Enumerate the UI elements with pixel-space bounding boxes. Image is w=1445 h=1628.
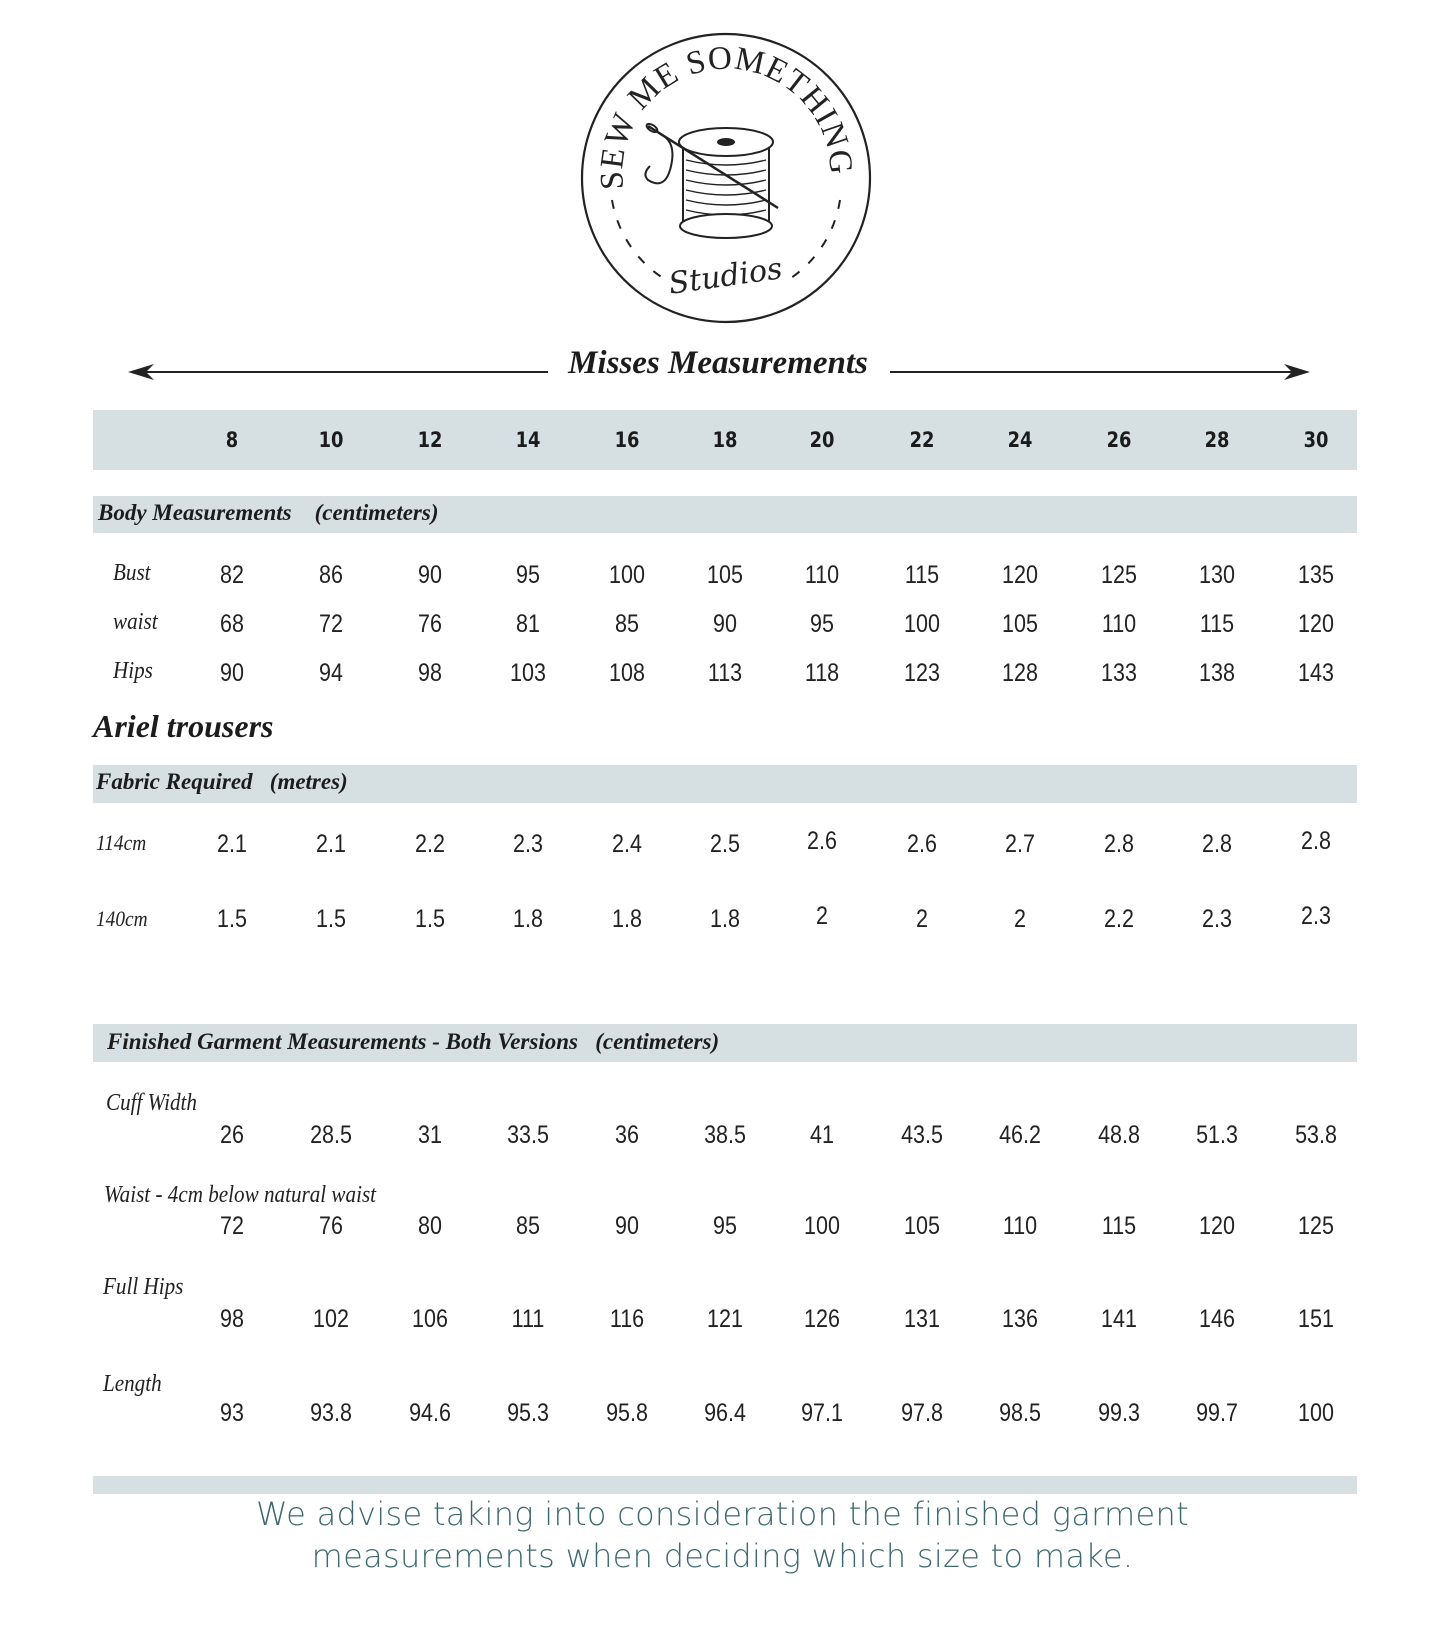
value-cell: 2.8 <box>1202 830 1232 858</box>
row-label: Full Hips <box>103 1274 184 1300</box>
value-cell: 2.2 <box>415 830 445 858</box>
size-20: 20 <box>809 428 835 452</box>
logo-top-text: SEW ME SOMETHING <box>594 40 859 191</box>
value-cell: 2 <box>1014 905 1026 933</box>
title-arrow-left <box>128 361 548 383</box>
value-cell: 100 <box>1298 1399 1334 1427</box>
value-cell: 97.8 <box>901 1399 943 1427</box>
value-cell: 2 <box>816 902 828 930</box>
size-26: 26 <box>1106 428 1132 452</box>
advice-note-line-2: measurements when deciding which size to make. <box>311 1537 1134 1575</box>
value-cell: 98 <box>418 659 442 687</box>
value-cell: 100 <box>804 1212 840 1240</box>
advice-note-line-1: We advise taking into consideration the finished garment <box>256 1495 1189 1533</box>
value-cell: 2.2 <box>1104 905 1134 933</box>
svg-text:SEW ME SOMETHING <box>594 40 859 190</box>
body-measurements-title: Body Measurements (centimeters) <box>98 500 439 525</box>
value-cell: 76 <box>319 1212 343 1240</box>
value-cell: 95 <box>713 1212 737 1240</box>
row-label: waist <box>113 609 158 635</box>
value-cell: 93 <box>220 1399 244 1427</box>
row-label: Waist - 4cm below natural waist <box>104 1182 377 1208</box>
finished-garment-title: Finished Garment Measurements - Both Versions (centimeters) <box>107 1029 720 1054</box>
value-cell: 141 <box>1101 1305 1137 1333</box>
value-cell: 121 <box>707 1305 743 1333</box>
size-24: 24 <box>1007 428 1033 452</box>
value-cell: 68 <box>220 610 244 638</box>
pattern-name-heading: Ariel trousers <box>93 708 274 744</box>
value-cell: 125 <box>1298 1212 1334 1240</box>
thread-spool-needle-icon <box>645 122 778 238</box>
value-cell: 151 <box>1298 1305 1334 1333</box>
value-cell: 136 <box>1002 1305 1038 1333</box>
value-cell: 115 <box>1101 1212 1137 1240</box>
value-cell: 93.8 <box>310 1399 352 1427</box>
value-cell: 1.5 <box>217 905 247 933</box>
value-cell: 98.5 <box>999 1399 1041 1427</box>
value-cell: 1.5 <box>415 905 445 933</box>
value-cell: 2.4 <box>612 830 642 858</box>
title-arrow-right <box>890 361 1310 383</box>
page-title: Misses Measurements <box>568 345 868 381</box>
value-cell: 95.8 <box>606 1399 648 1427</box>
value-cell: 85 <box>516 1212 540 1240</box>
value-cell: 110 <box>804 561 840 589</box>
value-cell: 108 <box>609 659 645 687</box>
value-cell: 106 <box>412 1305 448 1333</box>
value-cell: 2.8 <box>1301 827 1331 855</box>
value-cell: 1.8 <box>513 905 543 933</box>
value-cell: 2.1 <box>217 830 247 858</box>
value-cell: 146 <box>1199 1305 1235 1333</box>
value-cell: 2.8 <box>1104 830 1134 858</box>
value-cell: 2.3 <box>513 830 543 858</box>
value-cell: 120 <box>1298 610 1334 638</box>
arrow-left-icon <box>128 361 548 383</box>
value-cell: 1.5 <box>316 905 346 933</box>
value-cell: 2.6 <box>907 830 937 858</box>
value-cell: 33.5 <box>507 1121 549 1149</box>
value-cell: 86 <box>319 561 343 589</box>
value-cell: 90 <box>615 1212 639 1240</box>
value-cell: 48.8 <box>1098 1121 1140 1149</box>
value-cell: 120 <box>1002 561 1038 589</box>
value-cell: 53.8 <box>1295 1121 1337 1149</box>
value-cell: 94 <box>319 659 343 687</box>
value-cell: 126 <box>804 1305 840 1333</box>
value-cell: 2.3 <box>1301 902 1331 930</box>
value-cell: 72 <box>220 1212 244 1240</box>
value-cell: 2.3 <box>1202 905 1232 933</box>
size-12: 12 <box>417 428 443 452</box>
value-cell: 28.5 <box>310 1121 352 1149</box>
row-label: Cuff Width <box>106 1090 197 1116</box>
value-cell: 102 <box>313 1305 349 1333</box>
value-cell: 90 <box>418 561 442 589</box>
size-30: 30 <box>1303 428 1329 452</box>
value-cell: 95.3 <box>507 1399 549 1427</box>
value-cell: 116 <box>609 1305 645 1333</box>
value-cell: 111 <box>511 1305 545 1333</box>
arrow-right-icon <box>890 361 1310 383</box>
row-label: 140cm <box>96 906 148 931</box>
value-cell: 85 <box>615 610 639 638</box>
value-cell: 98 <box>220 1305 244 1333</box>
value-cell: 76 <box>418 610 442 638</box>
size-28: 28 <box>1204 428 1230 452</box>
row-label: Bust <box>113 560 151 586</box>
size-16: 16 <box>614 428 640 452</box>
value-cell: 118 <box>804 659 840 687</box>
value-cell: 72 <box>319 610 343 638</box>
value-cell: 95 <box>516 561 540 589</box>
value-cell: 2.5 <box>710 830 740 858</box>
value-cell: 100 <box>609 561 645 589</box>
value-cell: 110 <box>1101 610 1137 638</box>
value-cell: 1.8 <box>612 905 642 933</box>
row-label: Length <box>103 1371 162 1397</box>
bottom-divider-band <box>93 1476 1357 1494</box>
value-cell: 2 <box>916 905 928 933</box>
logo-emblem <box>578 30 874 326</box>
value-cell: 105 <box>1002 610 1038 638</box>
value-cell: 38.5 <box>704 1121 746 1149</box>
brand-logo <box>578 30 874 326</box>
value-cell: 99.7 <box>1196 1399 1238 1427</box>
value-cell: 2.1 <box>316 830 346 858</box>
value-cell: 51.3 <box>1196 1121 1238 1149</box>
value-cell: 128 <box>1002 659 1038 687</box>
value-cell: 31 <box>418 1121 442 1149</box>
value-cell: 94.6 <box>409 1399 451 1427</box>
size-10: 10 <box>318 428 344 452</box>
size-14: 14 <box>515 428 541 452</box>
value-cell: 135 <box>1298 561 1334 589</box>
value-cell: 2.6 <box>807 827 837 855</box>
value-cell: 80 <box>418 1212 442 1240</box>
value-cell: 113 <box>707 659 743 687</box>
value-cell: 43.5 <box>901 1121 943 1149</box>
value-cell: 90 <box>713 610 737 638</box>
value-cell: 115 <box>904 561 940 589</box>
value-cell: 103 <box>510 659 546 687</box>
value-cell: 1.8 <box>710 905 740 933</box>
value-cell: 143 <box>1298 659 1334 687</box>
value-cell: 90 <box>220 659 244 687</box>
size-18: 18 <box>712 428 738 452</box>
value-cell: 138 <box>1199 659 1235 687</box>
logo-bottom-text: Studios <box>666 251 785 302</box>
value-cell: 130 <box>1199 561 1235 589</box>
value-cell: 81 <box>516 610 540 638</box>
value-cell: 26 <box>220 1121 244 1149</box>
value-cell: 120 <box>1199 1212 1235 1240</box>
size-22: 22 <box>909 428 935 452</box>
value-cell: 133 <box>1101 659 1137 687</box>
value-cell: 105 <box>904 1212 940 1240</box>
value-cell: 99.3 <box>1098 1399 1140 1427</box>
value-cell: 46.2 <box>999 1121 1041 1149</box>
value-cell: 115 <box>1199 610 1235 638</box>
value-cell: 41 <box>810 1121 834 1149</box>
row-label: Hips <box>113 658 153 684</box>
value-cell: 36 <box>615 1121 639 1149</box>
fabric-required-title: Fabric Required (metres) <box>96 769 348 794</box>
size-8: 8 <box>225 428 239 452</box>
row-label: 114cm <box>96 830 147 855</box>
value-cell: 125 <box>1101 561 1137 589</box>
value-cell: 100 <box>904 610 940 638</box>
value-cell: 110 <box>1002 1212 1038 1240</box>
value-cell: 82 <box>220 561 244 589</box>
value-cell: 95 <box>810 610 834 638</box>
value-cell: 96.4 <box>704 1399 746 1427</box>
value-cell: 131 <box>904 1305 940 1333</box>
value-cell: 123 <box>904 659 940 687</box>
value-cell: 97.1 <box>801 1399 843 1427</box>
value-cell: 2.7 <box>1005 830 1035 858</box>
value-cell: 105 <box>707 561 743 589</box>
